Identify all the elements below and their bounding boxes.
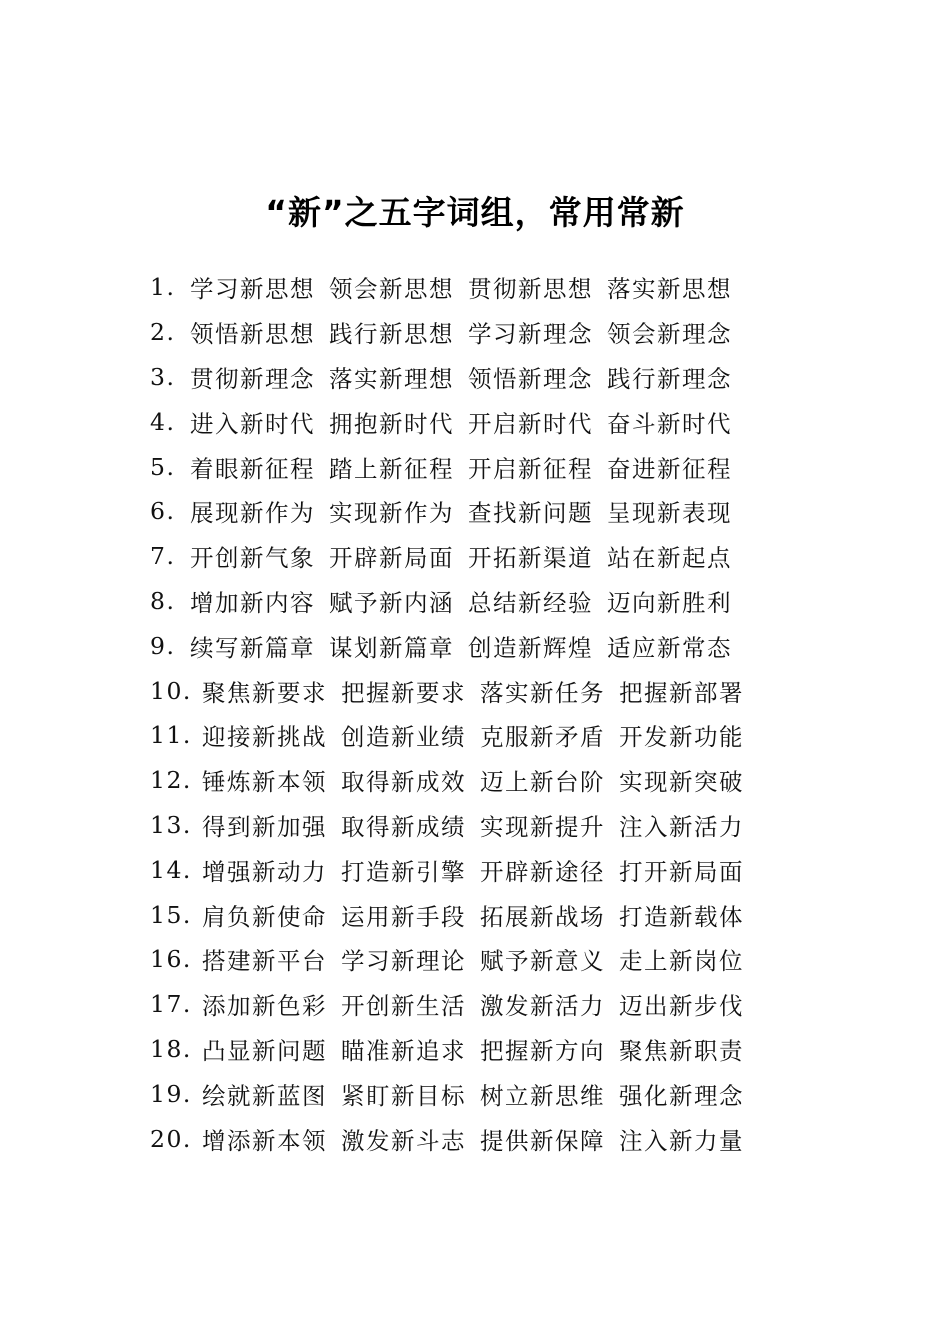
list-item bbox=[150, 892, 790, 937]
phrase: 迈向新胜利 bbox=[607, 588, 732, 617]
phrase: 开拓新渠道 bbox=[468, 544, 593, 573]
phrase: 奋进新征程 bbox=[607, 454, 732, 483]
phrase: 拥抱新时代 bbox=[329, 409, 454, 438]
page-title: “新”之五字词组，常用常新 bbox=[265, 193, 685, 232]
phrase: 实现新提升 bbox=[480, 812, 605, 841]
phrase: 进入新时代 bbox=[190, 409, 315, 438]
phrase: 开创新气象 bbox=[190, 544, 315, 573]
phrase: 领会新思想 bbox=[329, 275, 454, 304]
list-item bbox=[150, 1071, 790, 1116]
list-item-number: 6. bbox=[150, 497, 176, 526]
phrase: 落实新思想 bbox=[607, 275, 732, 304]
list-item-number: 16. bbox=[150, 945, 192, 974]
phrase: 打造新载体 bbox=[619, 902, 744, 931]
phrase: 开启新时代 bbox=[468, 409, 593, 438]
phrase: 紧盯新目标 bbox=[341, 1081, 466, 1110]
phrase: 增加新内容 bbox=[190, 588, 315, 617]
phrase: 搭建新平台 bbox=[202, 947, 327, 976]
phrase: 开发新功能 bbox=[619, 723, 744, 752]
phrase: 克服新矛盾 bbox=[480, 723, 605, 752]
phrase: 赋予新内涵 bbox=[329, 588, 454, 617]
list-item bbox=[150, 713, 790, 758]
list-item-number: 8. bbox=[150, 586, 176, 615]
phrase: 学习新理念 bbox=[468, 320, 593, 349]
phrase: 打造新引擎 bbox=[341, 857, 466, 886]
list-item bbox=[150, 937, 790, 982]
phrase: 站在新起点 bbox=[607, 544, 732, 573]
list-item bbox=[150, 803, 790, 848]
phrase: 增添新本领 bbox=[202, 1126, 327, 1155]
phrase-list bbox=[150, 265, 790, 1161]
list-item-number: 14. bbox=[150, 855, 192, 884]
phrase: 迈上新台阶 bbox=[480, 768, 605, 797]
phrase: 聚焦新职责 bbox=[619, 1036, 744, 1065]
phrase: 肩负新使命 bbox=[202, 902, 327, 931]
phrase: 贯彻新理念 bbox=[190, 364, 315, 393]
list-item bbox=[150, 1027, 790, 1072]
list-item bbox=[150, 982, 790, 1027]
list-item bbox=[150, 579, 790, 624]
list-item bbox=[150, 623, 790, 668]
phrase: 走上新岗位 bbox=[619, 947, 744, 976]
phrase: 迎接新挑战 bbox=[202, 723, 327, 752]
phrase: 提供新保障 bbox=[480, 1126, 605, 1155]
phrase: 奋斗新时代 bbox=[607, 409, 732, 438]
phrase: 取得新成绩 bbox=[341, 812, 466, 841]
list-item bbox=[150, 265, 790, 310]
phrase: 注入新活力 bbox=[619, 812, 744, 841]
list-item-number: 20. bbox=[150, 1124, 192, 1153]
list-item bbox=[150, 310, 790, 355]
list-item-number: 13. bbox=[150, 810, 192, 839]
phrase: 学习新理论 bbox=[341, 947, 466, 976]
phrase: 注入新力量 bbox=[619, 1126, 744, 1155]
phrase: 迈出新步伐 bbox=[619, 992, 744, 1021]
list-item-number: 9. bbox=[150, 631, 176, 660]
phrase: 查找新问题 bbox=[468, 499, 593, 528]
phrase: 把握新要求 bbox=[341, 678, 466, 707]
phrase: 实现新突破 bbox=[619, 768, 744, 797]
phrase: 展现新作为 bbox=[190, 499, 315, 528]
list-item bbox=[150, 399, 790, 444]
phrase: 绘就新蓝图 bbox=[202, 1081, 327, 1110]
list-item bbox=[150, 758, 790, 803]
phrase: 瞄准新追求 bbox=[341, 1036, 466, 1065]
phrase: 续写新篇章 bbox=[190, 633, 315, 662]
phrase: 学习新思想 bbox=[190, 275, 315, 304]
list-item bbox=[150, 355, 790, 400]
phrase: 激发新活力 bbox=[480, 992, 605, 1021]
list-item-number: 3. bbox=[150, 362, 176, 391]
phrase: 领悟新理念 bbox=[468, 364, 593, 393]
phrase: 赋予新意义 bbox=[480, 947, 605, 976]
phrase: 践行新理念 bbox=[607, 364, 732, 393]
phrase: 树立新思维 bbox=[480, 1081, 605, 1110]
list-item-number: 19. bbox=[150, 1079, 192, 1108]
phrase: 谋划新篇章 bbox=[329, 633, 454, 662]
phrase: 开辟新局面 bbox=[329, 544, 454, 573]
list-item bbox=[150, 444, 790, 489]
phrase: 适应新常态 bbox=[607, 633, 732, 662]
phrase: 创造新辉煌 bbox=[468, 633, 593, 662]
phrase: 聚焦新要求 bbox=[202, 678, 327, 707]
list-item-number: 4. bbox=[150, 407, 176, 436]
phrase: 呈现新表现 bbox=[607, 499, 732, 528]
phrase: 凸显新问题 bbox=[202, 1036, 327, 1065]
list-item-number: 12. bbox=[150, 766, 192, 795]
phrase: 落实新任务 bbox=[480, 678, 605, 707]
list-item bbox=[150, 668, 790, 713]
phrase: 创造新业绩 bbox=[341, 723, 466, 752]
phrase: 领会新理念 bbox=[607, 320, 732, 349]
list-item-number: 17. bbox=[150, 990, 192, 1019]
list-item-number: 11. bbox=[150, 721, 192, 750]
list-item-number: 5. bbox=[150, 452, 176, 481]
phrase: 踏上新征程 bbox=[329, 454, 454, 483]
phrase: 增强新动力 bbox=[202, 857, 327, 886]
phrase: 添加新色彩 bbox=[202, 992, 327, 1021]
list-item-number: 1. bbox=[150, 273, 176, 302]
phrase: 把握新方向 bbox=[480, 1036, 605, 1065]
phrase: 把握新部署 bbox=[619, 678, 744, 707]
phrase: 开启新征程 bbox=[468, 454, 593, 483]
phrase: 着眼新征程 bbox=[190, 454, 315, 483]
list-item-number: 2. bbox=[150, 318, 176, 347]
phrase: 取得新成效 bbox=[341, 768, 466, 797]
list-item bbox=[150, 1116, 790, 1161]
phrase: 落实新理想 bbox=[329, 364, 454, 393]
list-item bbox=[150, 534, 790, 579]
phrase: 践行新思想 bbox=[329, 320, 454, 349]
list-item-number: 7. bbox=[150, 542, 176, 571]
phrase: 总结新经验 bbox=[468, 588, 593, 617]
phrase: 运用新手段 bbox=[341, 902, 466, 931]
list-item bbox=[150, 847, 790, 892]
phrase: 实现新作为 bbox=[329, 499, 454, 528]
list-item-number: 15. bbox=[150, 900, 192, 929]
phrase: 激发新斗志 bbox=[341, 1126, 466, 1155]
phrase: 领悟新思想 bbox=[190, 320, 315, 349]
phrase: 拓展新战场 bbox=[480, 902, 605, 931]
list-item bbox=[150, 489, 790, 534]
phrase: 强化新理念 bbox=[619, 1081, 744, 1110]
phrase: 开创新生活 bbox=[341, 992, 466, 1021]
list-item-number: 18. bbox=[150, 1034, 192, 1063]
list-item-number: 10. bbox=[150, 676, 192, 705]
phrase: 得到新加强 bbox=[202, 812, 327, 841]
phrase: 打开新局面 bbox=[619, 857, 744, 886]
phrase: 开辟新途径 bbox=[480, 857, 605, 886]
phrase: 贯彻新思想 bbox=[468, 275, 593, 304]
phrase: 锤炼新本领 bbox=[202, 768, 327, 797]
